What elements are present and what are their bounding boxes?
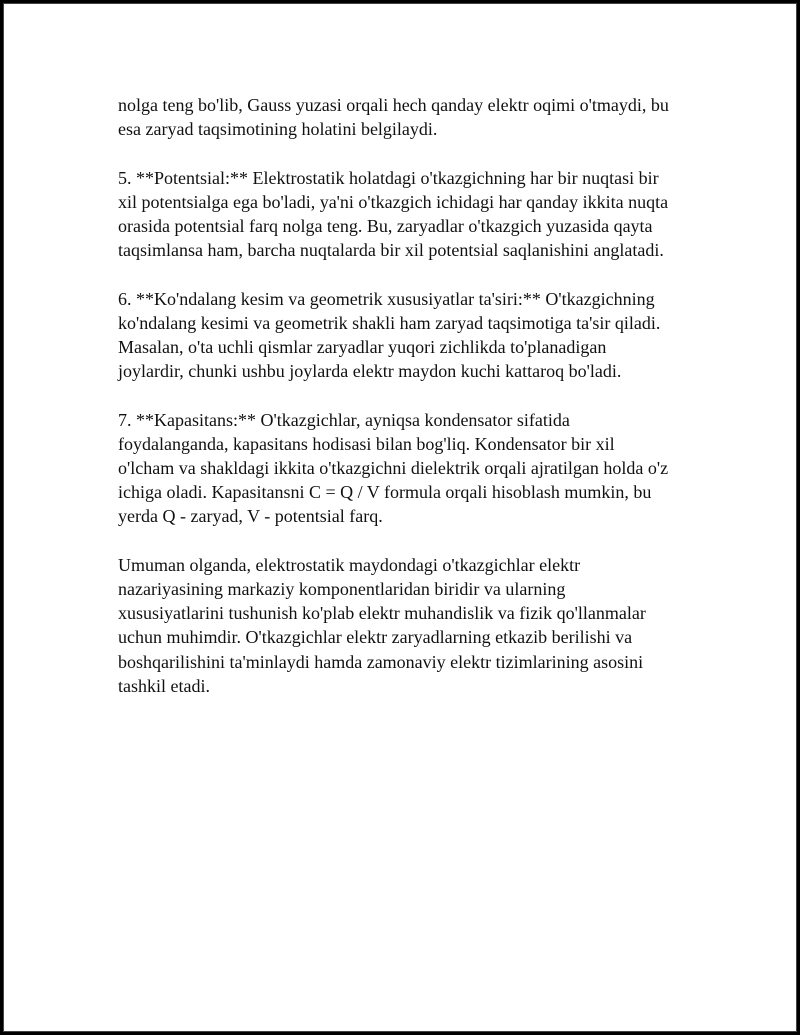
paragraph-conclusion — [118, 553, 718, 698]
text-line: joylardir, chunki ushbu joylarda elektr maydon kuchi kattaroq bo'ladi. — [118, 361, 622, 382]
text-line: boshqarilishini ta'minlaydi hamda zamonaviy elektr tizimlarining asosini — [118, 651, 644, 672]
text-line: 7. **Kapasitans:** O'tkazgichlar, ayniqsa kondensator sifatida — [118, 409, 570, 430]
text-line: taqsimlansa ham, barcha nuqtalarda bir xil potentsial saqlanishini anglatadi. — [118, 240, 664, 261]
text-line: uchun muhimdir. O'tkazgichlar elektr zaryadlarning etkazib berilishi va — [118, 627, 633, 648]
text-line: esa zaryad taqsimotining holatini belgilaydi. — [118, 119, 438, 140]
text-line: ichiga oladi. Kapasitansni C = Q / V formula orqali hisoblash mumkin, bu — [118, 482, 652, 503]
text-line: xil potentsialga ega bo'ladi, ya'ni o'tkazgich ichidagi har qanday ikkita nuqta — [118, 191, 669, 212]
paragraph-kapasitans — [118, 408, 718, 529]
text-line: ko'ndalang kesimi va geometrik shakli ham zaryad taqsimotiga ta'sir qiladi. — [118, 312, 661, 333]
text-line: o'lcham va shakldagi ikkita o'tkazgichni dielektrik orqali ajratilgan holda o'z — [118, 458, 669, 478]
text-line: xususiyatlarini tushunish ko'plab elektr muhandislik va fizik qo'llanmalar — [118, 603, 646, 624]
text-line: tashkil etadi. — [118, 675, 210, 696]
text-line: nazariyasining markaziy komponentlaridan biridir va ularning — [118, 579, 566, 599]
text-line: nolga teng bo'lib, Gauss yuzasi orqali hech qanday elektr oqimi o'tmaydi, bu — [118, 95, 669, 115]
paragraph-kondalang-kesim — [118, 287, 718, 384]
document-body — [118, 93, 718, 722]
text-line: orasida potentsial farq nolga teng. Bu, zaryadlar o'tkazgich yuzasida qayta — [118, 216, 653, 236]
paragraph-continuation — [118, 93, 718, 141]
text-line: Masalan, o'ta uchli qismlar zaryadlar yuqori zichlikda to'planadigan — [118, 337, 607, 357]
text-line: 6. **Ko'ndalang kesim va geometrik xususiyatlar ta'siri:** O'tkazgichning — [118, 288, 655, 309]
text-line: 5. **Potentsial:** Elektrostatik holatdagi o'tkazgichning har bir nuqtasi bir — [118, 167, 659, 188]
text-line: Umuman olganda, elektrostatik maydondagi o'tkazgichlar elektr — [118, 554, 581, 575]
text-line: yerda Q - zaryad, V - potentsial farq. — [118, 506, 383, 527]
paragraph-potentsial — [118, 166, 718, 263]
text-line: foydalanganda, kapasitans hodisasi bilan bog'liq. Kondensator bir xil — [118, 433, 615, 454]
